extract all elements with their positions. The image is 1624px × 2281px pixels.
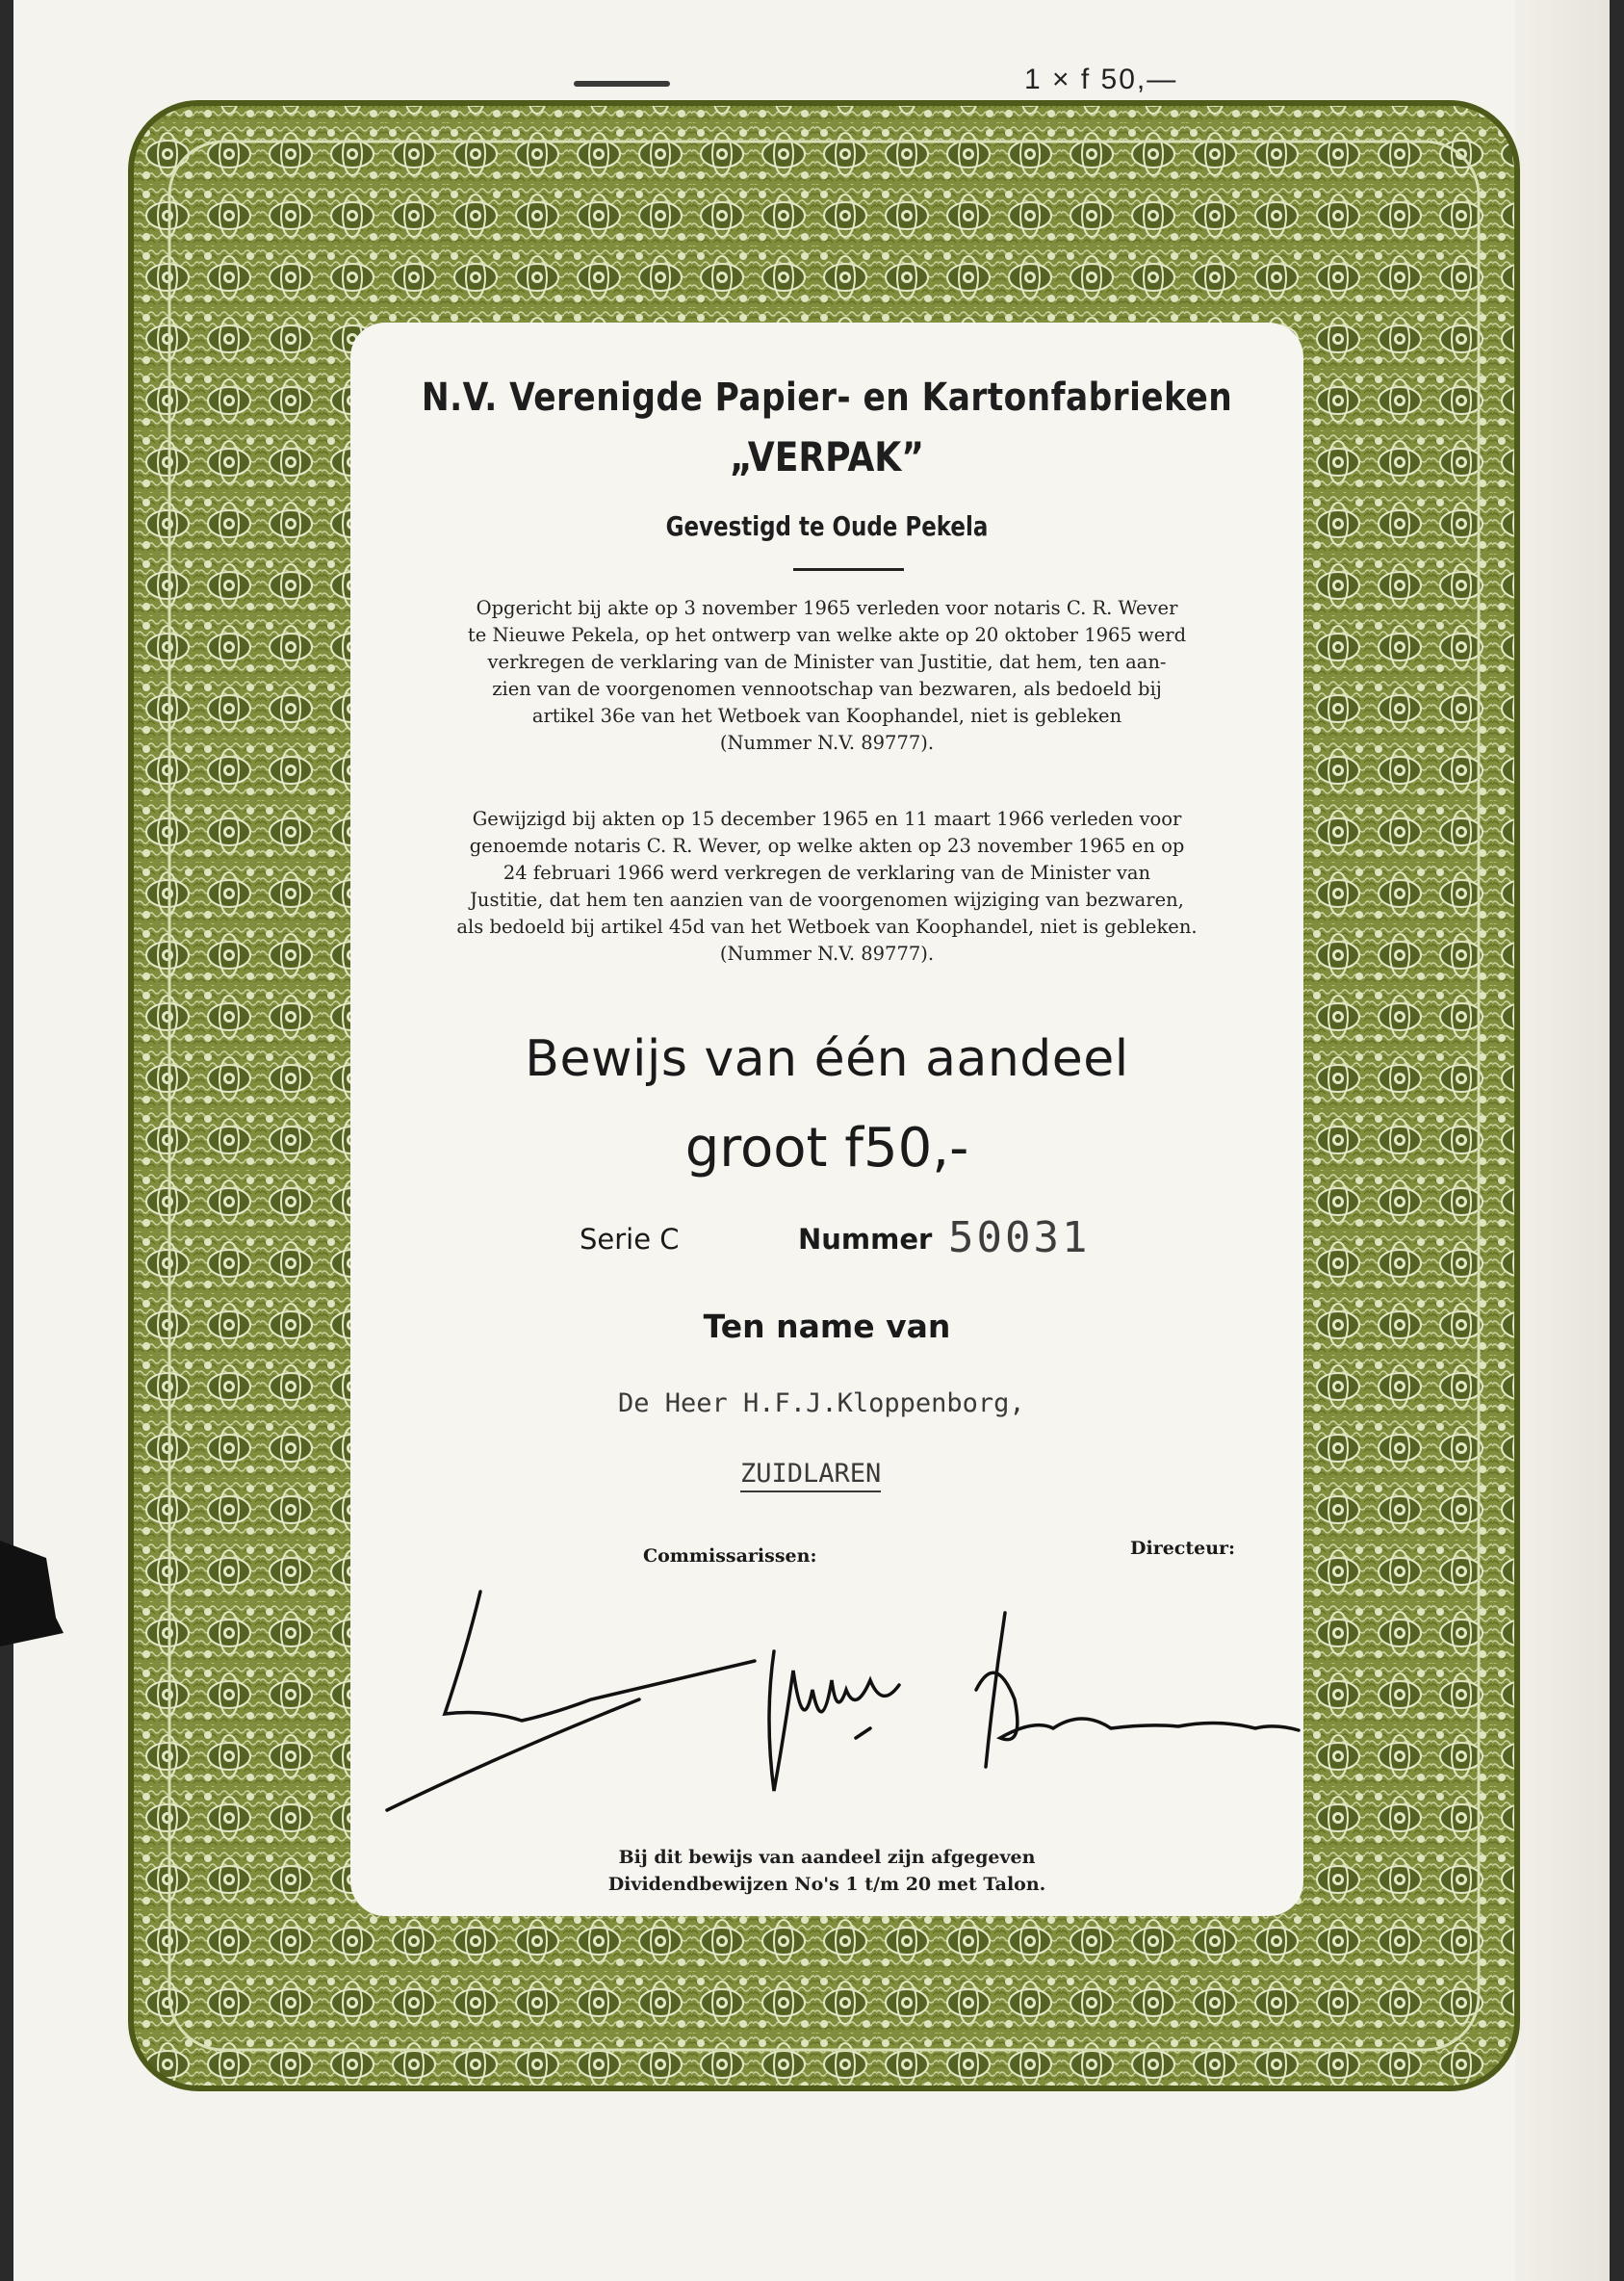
founding-line: te Nieuwe Pekela, op het ontwerp van welke akte op 20 oktober 1965 werd	[467, 624, 1187, 646]
footer-note	[350, 1844, 1303, 1898]
signature-directeur	[976, 1613, 1299, 1767]
footer-line-2: Dividendbewijzen No's 1 t/m 20 met Talon.	[607, 1874, 1046, 1895]
certificate-amount: groot f50,-	[684, 1117, 969, 1179]
amendment-number: (Nummer N.V. 89777).	[719, 943, 935, 965]
amendment-line: 24 februari 1966 werd verkregen de verklaring van de Minister van	[503, 862, 1151, 884]
ten-name-van-label: Ten name van	[703, 1308, 951, 1345]
company-name: N.V. Verenigde Papier- en Kartonfabrieken	[421, 376, 1233, 420]
founding-line: Opgericht bij akte op 3 november 1965 verleden voor notaris C. R. Wever	[476, 597, 1178, 619]
amendment-line: genoemde notaris C. R. Wever, op welke akten op 23 november 1965 en op	[469, 835, 1185, 857]
amendment-line: Justitie, dat hem ten aanzien van de voorgenomen wijziging van bezwaren,	[470, 889, 1184, 911]
certificate-title: Bewijs van één aandeel	[525, 1030, 1129, 1088]
denomination-corner: 1 × f 50,—	[1024, 64, 1178, 95]
torn-edge	[0, 1541, 67, 1656]
holder-name: De Heer H.F.J.Kloppenborg,	[618, 1388, 1025, 1418]
signatures	[350, 323, 1303, 1916]
amendment-line: als bedoeld bij artikel 45d van het Wetboek van Koophandel, niet is gebleken.	[456, 916, 1198, 938]
founding-line: zien van de voorgenomen vennootschap van bezwaren, als bedoeld bij	[492, 678, 1162, 700]
directeur-label: Directeur:	[1130, 1538, 1236, 1559]
company-brand: „VERPAK”	[729, 433, 925, 480]
certificate-page	[13, 0, 1610, 2281]
amendment-line: Gewijzigd bij akten op 15 december 1965 en 11 maart 1966 verleden voor	[472, 808, 1182, 830]
serie-label: Serie C	[580, 1223, 680, 1256]
holder-city: ZUIDLAREN	[740, 1459, 881, 1492]
signature-commissaris-2	[769, 1651, 899, 1791]
commissarissen-label: Commissarissen:	[643, 1545, 817, 1567]
nummer-label: Nummer	[798, 1223, 933, 1256]
signature-commissaris-1	[387, 1592, 755, 1810]
footer-line-1: Bij dit bewijs van aandeel zijn afgegeven	[618, 1847, 1036, 1868]
founding-line: verkregen de verklaring van de Minister van Justitie, dat hem, ten aan-	[487, 651, 1167, 673]
nummer-value: 50031	[948, 1213, 1091, 1262]
certificate-body	[350, 323, 1303, 1916]
founding-line: artikel 36e van het Wetboek van Koophandel, niet is gebleken	[531, 705, 1122, 727]
company-seat: Gevestigd te Oude Pekela	[665, 510, 989, 542]
founding-number: (Nummer N.V. 89777).	[719, 732, 935, 754]
